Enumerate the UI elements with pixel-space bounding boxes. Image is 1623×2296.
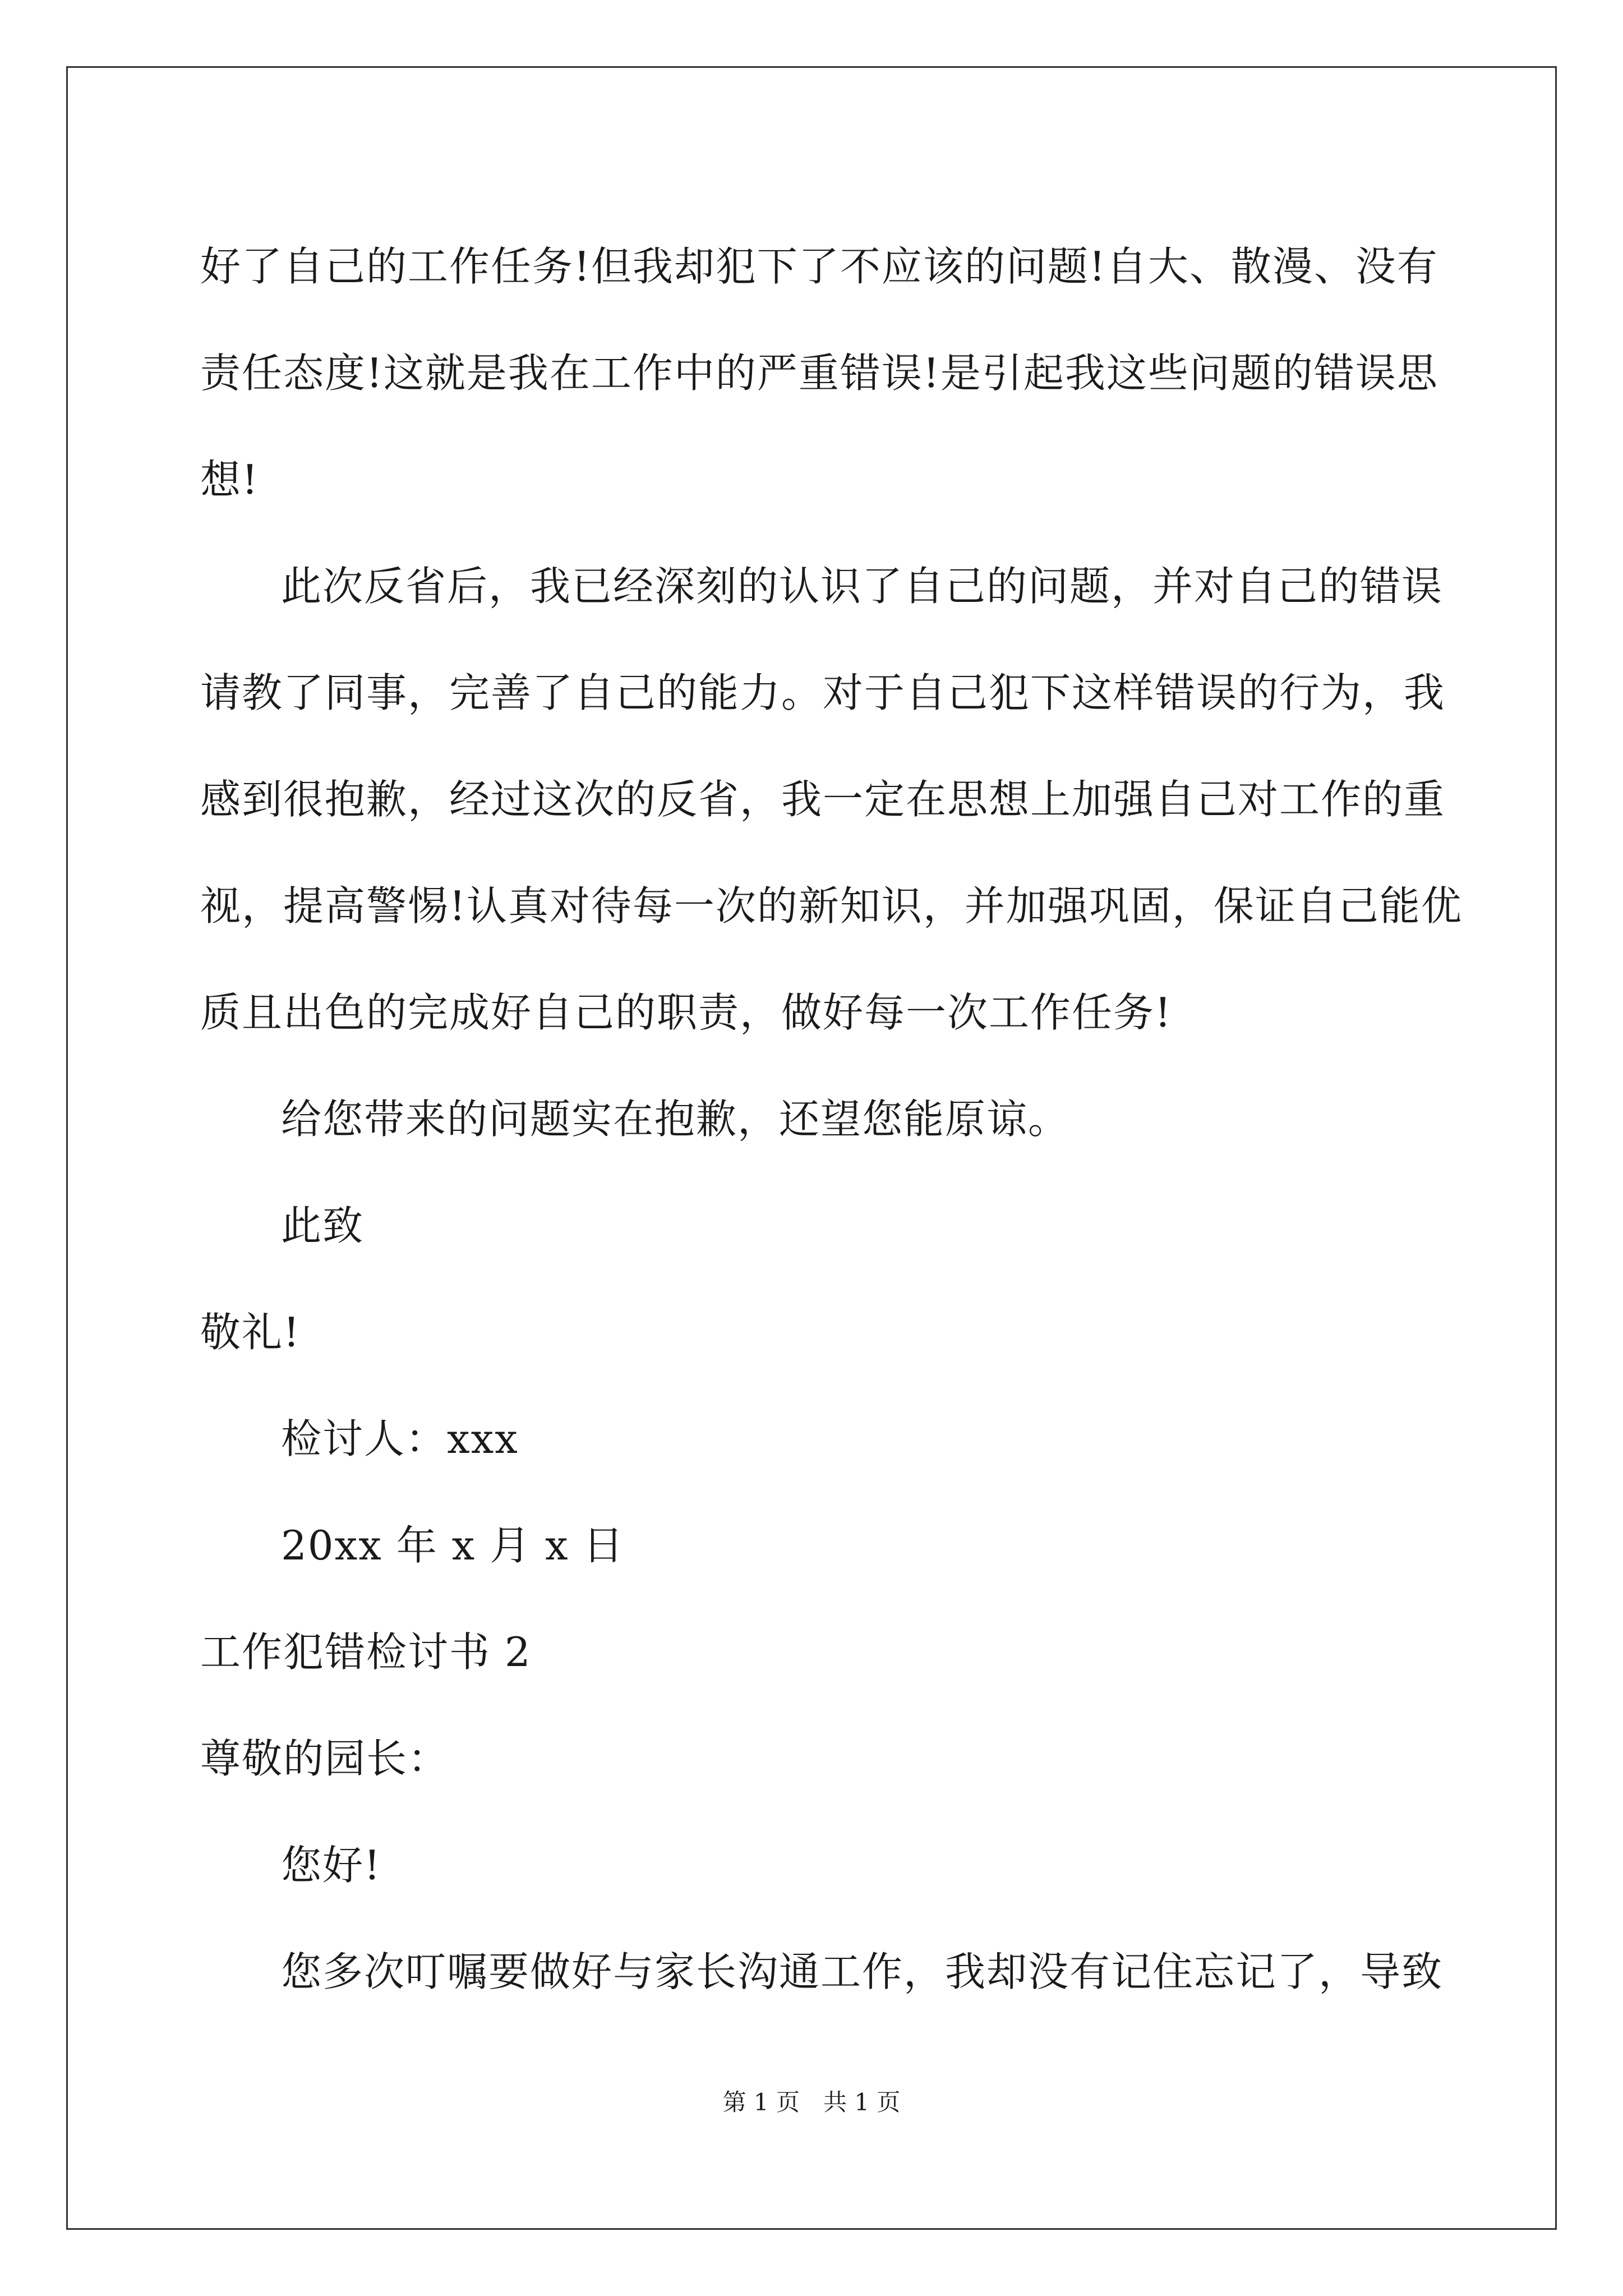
paragraph-line: 此次反省后，我已经深刻的认识了自己的问题，并对自己的错误	[281, 563, 1444, 610]
paragraph-line: 视，提高警惕!认真对待每一次的新知识，并加强巩固，保证自己能优	[200, 882, 1463, 930]
closing-regards: 敬礼!	[200, 1309, 301, 1356]
signature-date: 20xx 年 x 月 x 日	[281, 1522, 625, 1569]
letter-addressee: 尊敬的园长：	[200, 1735, 450, 1782]
paragraph-line: 责任态度!这就是我在工作中的严重错误!是引起我这些问题的错误思	[200, 349, 1438, 397]
paragraph-line: 质且出色的完成好自己的职责，做好每一次工作任务!	[200, 989, 1172, 1036]
closing-salutation: 此致	[281, 1202, 365, 1249]
paragraph-line: 给您带来的问题实在抱歉，还望您能原谅。	[281, 1096, 1070, 1143]
page-number-footer: 第 1 页 共 1 页	[722, 2088, 901, 2116]
signature-name: 检讨人：xxx	[281, 1415, 519, 1462]
letter-greeting: 您好!	[281, 1842, 381, 1889]
document-body	[200, 213, 1463, 2025]
paragraph-line: 感到很抱歉，经过这次的反省，我一定在思想上加强自己对工作的重	[200, 776, 1446, 823]
paragraph-line: 想!	[200, 456, 259, 503]
paragraph-line: 请教了同事，完善了自己的能力。对于自己犯下这样错误的行为，我	[200, 669, 1446, 716]
paragraph-line: 您多次叮嘱要做好与家长沟通工作，我却没有记住忘记了，导致	[281, 1948, 1444, 1995]
section-title: 工作犯错检讨书 2	[200, 1628, 532, 1676]
paragraph-line: 好了自己的工作任务!但我却犯下了不应该的问题!自大、散漫、没有	[200, 243, 1438, 290]
